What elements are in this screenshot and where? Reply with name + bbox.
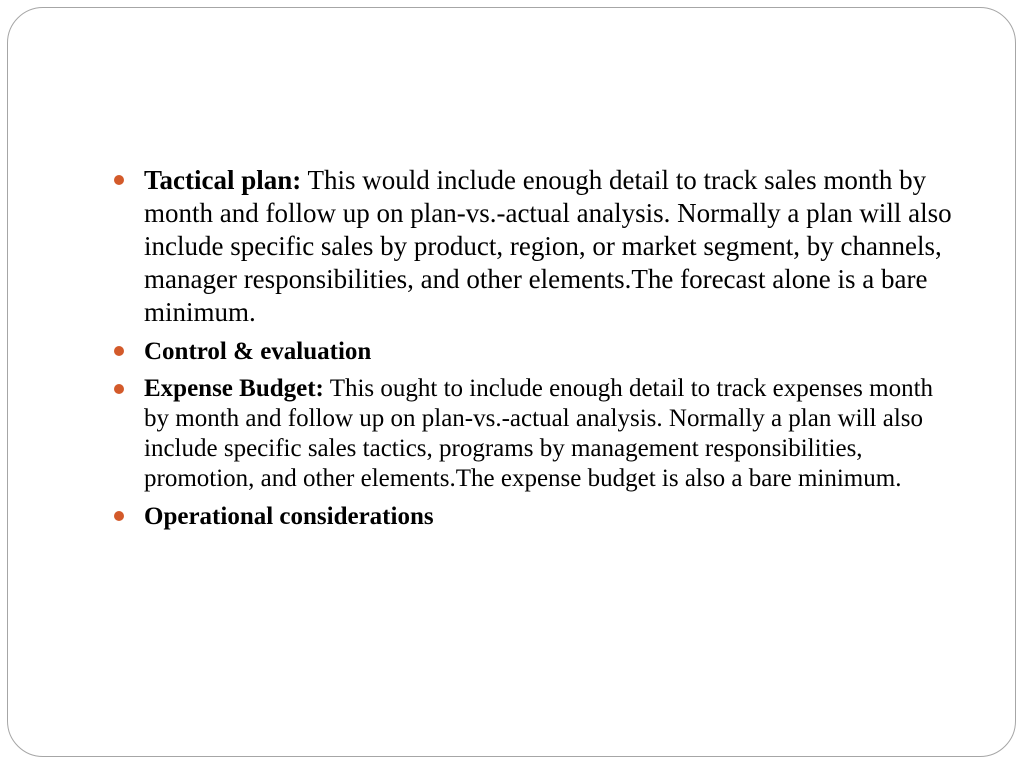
bullet-dot-icon [114,511,124,521]
bullet-text-tactical-plan: This would include enough detail to track sales month by month and follow up on plan-vs.-actual analysis. Normally a plan will also include specific sales by product, region, or market segment, by channels, manager responsibilities, and other elements.The forecast alone is a bare minimum. [144,165,952,327]
bullet-tactical-plan [114,164,964,329]
bullet-dot-icon [114,346,124,356]
bullet-expense-budget [114,374,964,494]
bullet-dot-icon [114,175,124,185]
bullet-heading-operational-considerations: Operational considerations [144,503,434,530]
bullet-dot-icon [114,384,124,394]
bullet-lead-tactical-plan: Tactical plan: [144,165,302,195]
bullet-lead-expense-budget: Expense Budget: [144,375,324,402]
bullet-operational-considerations [114,500,964,533]
bullet-text-expense-budget: This ought to include enough detail to track expenses month by month and follow up on plan-vs.-actual analysis. Normally a plan will also include specific sales tactics, programs by management responsibilities, promotion, and other elements.The expense budget is also a bare minimum. [144,375,934,492]
bullet-control-evaluation [114,335,964,368]
bullet-heading-control-evaluation: Control & evaluation [144,338,372,365]
bullet-list [114,164,964,539]
